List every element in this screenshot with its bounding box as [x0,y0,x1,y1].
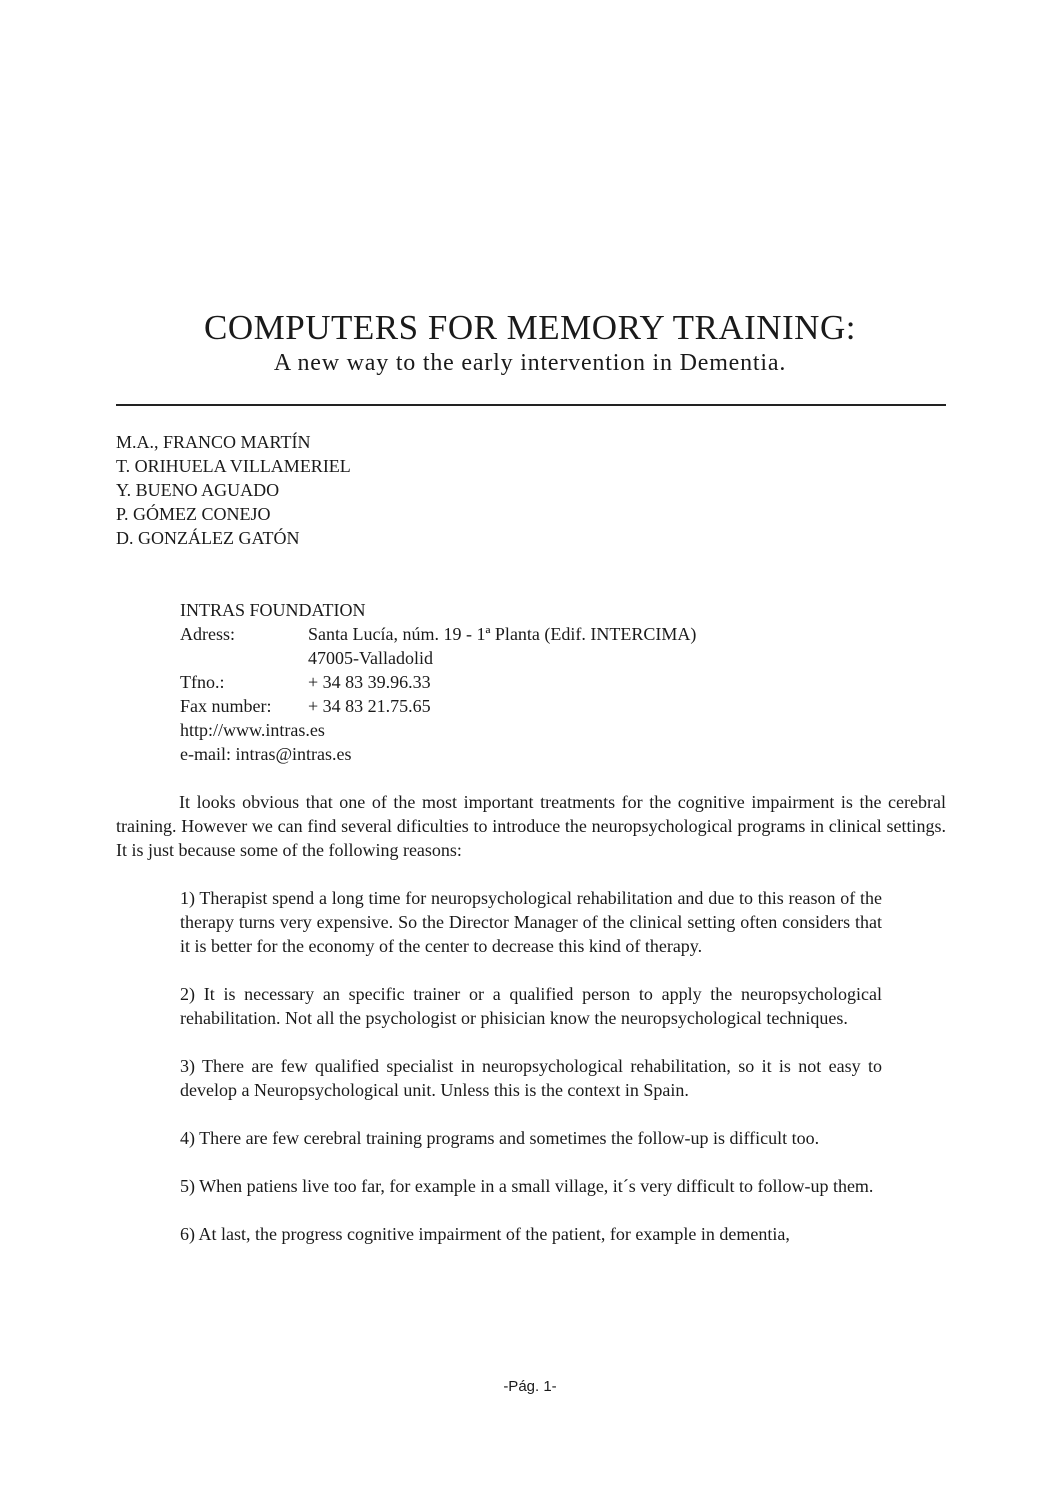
organization-name: INTRAS FOUNDATION [180,600,366,620]
fax-number: + 34 83 21.75.65 [308,696,431,716]
page-number: -Pág. 1- [503,1378,557,1395]
phone-row [180,670,696,694]
reason-item: 6) At last, the progress cognitive impairment of the patient, for example in dementia, [180,1224,790,1244]
author-name: D. GONZÁLEZ GATÓN [116,528,300,548]
address-row-2 [180,646,696,670]
phone-number: + 34 83 39.96.33 [308,672,431,692]
address-row [180,622,696,646]
contact-block [180,598,696,766]
phone-label: Tfno.: [180,672,225,692]
author-name: Y. BUENO AGUADO [116,480,280,500]
document-subtitle: A new way to the early intervention in Dementia. [273,350,787,376]
address-line1: Santa Lucía, núm. 19 - 1ª Planta (Edif. INTERCIMA) [308,624,697,644]
author-name: P. GÓMEZ CONEJO [116,504,271,524]
author-name: M.A., FRANCO MARTÍN [116,432,311,452]
reason-item: 5) When patiens live too far, for example in a small village, it´s very difficult to follow-up them. [180,1176,874,1196]
reason-item: 2) It is necessary an specific trainer or a qualified person to apply the neuropsychological rehabilitation. Not all the psychologist or phisician know the neuropsychological techniques. [180,984,882,1028]
author-name: T. ORIHUELA VILLAMERIEL [116,456,351,476]
address-line2: 47005-Valladolid [308,648,433,668]
reason-item: 3) There are few qualified specialist in neuropsychological rehabilitation, so it is not easy to develop a Neuropsychological unit. Unless this is the context in Spain. [180,1056,882,1100]
title-divider [116,404,946,406]
website-link[interactable]: http://www.intras.es [180,720,325,740]
fax-label: Fax number: [180,696,272,716]
reason-item: 1) Therapist spend a long time for neuropsychological rehabilitation and due to this reason of the therapy turns very expensive. So the Director Manager of the clinical setting often considers that it is better for the economy of the center to decrease this kind of therapy. [180,888,882,956]
fax-row [180,694,696,718]
document-title: COMPUTERS FOR MEMORY TRAINING: [204,308,856,347]
reason-item: 4) There are few cerebral training programs and sometimes the follow-up is difficult too. [180,1128,820,1148]
email-link[interactable]: e-mail: intras@intras.es [180,744,352,764]
author-list [116,430,351,550]
address-label: Adress: [180,624,235,644]
reasons-list [180,886,882,1270]
intro-paragraph: It looks obvious that one of the most important treatments for the cognitive impairment is the cerebral training. However we can find several dificulties to introduce the neuropsychological programs in clinical settings. It is just because some of the following reasons: [116,792,946,860]
